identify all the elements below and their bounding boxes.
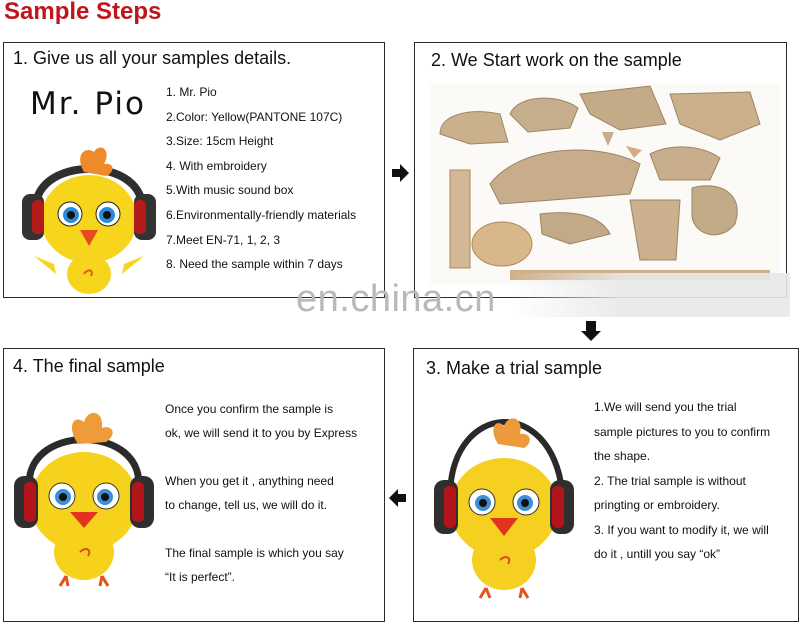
step3-line: pringting or embroidery.: [594, 498, 720, 512]
step3-text: [594, 395, 770, 567]
step4-line: “It is perfect”.: [165, 570, 236, 584]
final-plush-chick-photo: [8, 392, 160, 588]
step3-line: sample pictures to you to confirm: [594, 424, 771, 439]
step4-text: [165, 397, 357, 589]
trial-plush-chick-photo: [424, 392, 584, 604]
detail-item: 3.Size: 15cm Height: [166, 134, 274, 149]
step3-line: 1.We will send you the trial: [594, 400, 737, 414]
step4-line: ok, we will send it to you by Express: [165, 426, 358, 440]
detail-item: 5.With music sound box: [166, 183, 294, 198]
arrow-down-icon: [580, 320, 602, 342]
arrow-right-icon: [390, 163, 410, 183]
page-title: Sample Steps: [4, 0, 162, 25]
brand-name: Mr. Pio: [30, 86, 146, 122]
step4-line: [165, 445, 357, 469]
step3-line: do it , untill you say “ok”: [594, 547, 721, 561]
step4-line: Once you confirm the sample is: [165, 402, 334, 416]
step3-line: 3. If you want to modify it, we will: [594, 522, 769, 537]
detail-item: 7.Meet EN-71, 1, 2, 3: [166, 232, 281, 247]
step3-title: 3. Make a trial sample: [426, 358, 603, 378]
step3-line: the shape.: [594, 449, 651, 463]
detail-item: 6.Environmentally-friendly materials: [166, 207, 357, 222]
cardboard-pattern-pieces: [430, 84, 780, 284]
step1-title: 1. Give us all your samples details.: [13, 48, 292, 68]
step2-title: 2. We Start work on the sample: [431, 50, 682, 70]
detail-item: 4. With embroidery: [166, 158, 267, 173]
detail-item: 8. Need the sample within 7 days: [166, 257, 343, 272]
step4-line: When you get it , anything need: [165, 474, 334, 488]
step4-line: to change, tell us, we will do it.: [165, 498, 328, 512]
cartoon-chick-illustration: [14, 124, 164, 296]
step1-details-list: [166, 80, 356, 277]
step3-line: 2. The trial sample is without: [594, 473, 746, 488]
watermark-text: en.china.cn: [296, 278, 496, 320]
step4-line: The final sample is which you say: [165, 546, 344, 560]
detail-item: 1. Mr. Pio: [166, 85, 217, 99]
step4-title: 4. The final sample: [13, 356, 165, 376]
detail-item: 2.Color: Yellow(PANTONE 107C): [166, 109, 343, 124]
arrow-left-icon: [388, 488, 408, 508]
step4-line: [165, 517, 357, 541]
watermark-band: [510, 273, 790, 317]
